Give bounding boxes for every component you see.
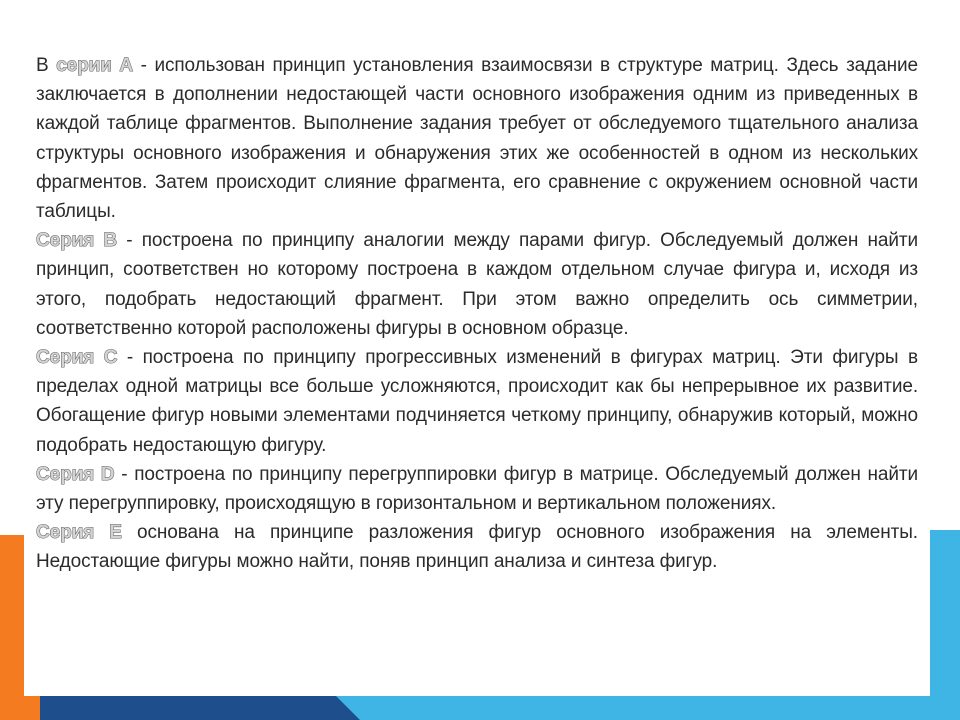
content-card [24, 24, 930, 696]
paragraph-series-a [36, 51, 918, 226]
paragraph-series-c [36, 343, 918, 460]
paragraph-series-e [36, 518, 918, 576]
blue-side-stripe [925, 530, 960, 720]
series-b-term: Серия В [36, 230, 118, 252]
series-c-term: Серия С [36, 347, 118, 369]
series-a-term: серии А [56, 55, 134, 76]
series-c-text: - построена по принципу прогрессивных изменений в фигурах матриц. Эти фигуры в пределах одной матрицы все больше усложняются, происходит как бы непрерывное их развитие. Обогащение фигур новыми элементами подчиняется четкому принципу, обнаружив который, можно подобрать недостающую фигуру. [36, 347, 918, 456]
series-d-term: Серия D [36, 463, 115, 485]
series-e-term: Серия Е [36, 522, 122, 544]
series-a-lead: В [36, 55, 57, 76]
series-d-text: - построена по принципу перегруппировки фигур в матрице. Обследуемый должен найти эту перегруппировку, происходящую в горизонтальном и вертикальном положениях. [36, 463, 919, 515]
series-a-text: - использован принцип установления взаимосвязи в структуре матриц. Здесь задание заключается в дополнении недостающей части основного изображения одним из приведенных в каждой таблице фрагментов. Выполнение задания требует от обследуемого тщательного анализа структуры основного изображения и обнаружения этих же особенностей в одном из нескольких фрагментов. Затем происходит слияние фрагмента, его сравнение с окружением основной части таблицы. [36, 55, 918, 223]
paragraph-series-b [36, 226, 918, 343]
series-e-text: основана на принципе разложения фигур основного изображения на элементы. Недостающие фигуры можно найти, поняв принцип анализа и синтеза фигур. [36, 522, 918, 573]
series-b-text: - построена по принципу аналогии между парами фигур. Обследуемый должен найти принцип, соответствен но которому построена в каждом отдельном случае фигура и, исходя из этого, подобрать недостающий фрагмент. При этом важно определить ось симметрии, соответственно которой расположены фигуры в основном образце. [36, 230, 918, 339]
paragraph-series-d [36, 460, 918, 518]
